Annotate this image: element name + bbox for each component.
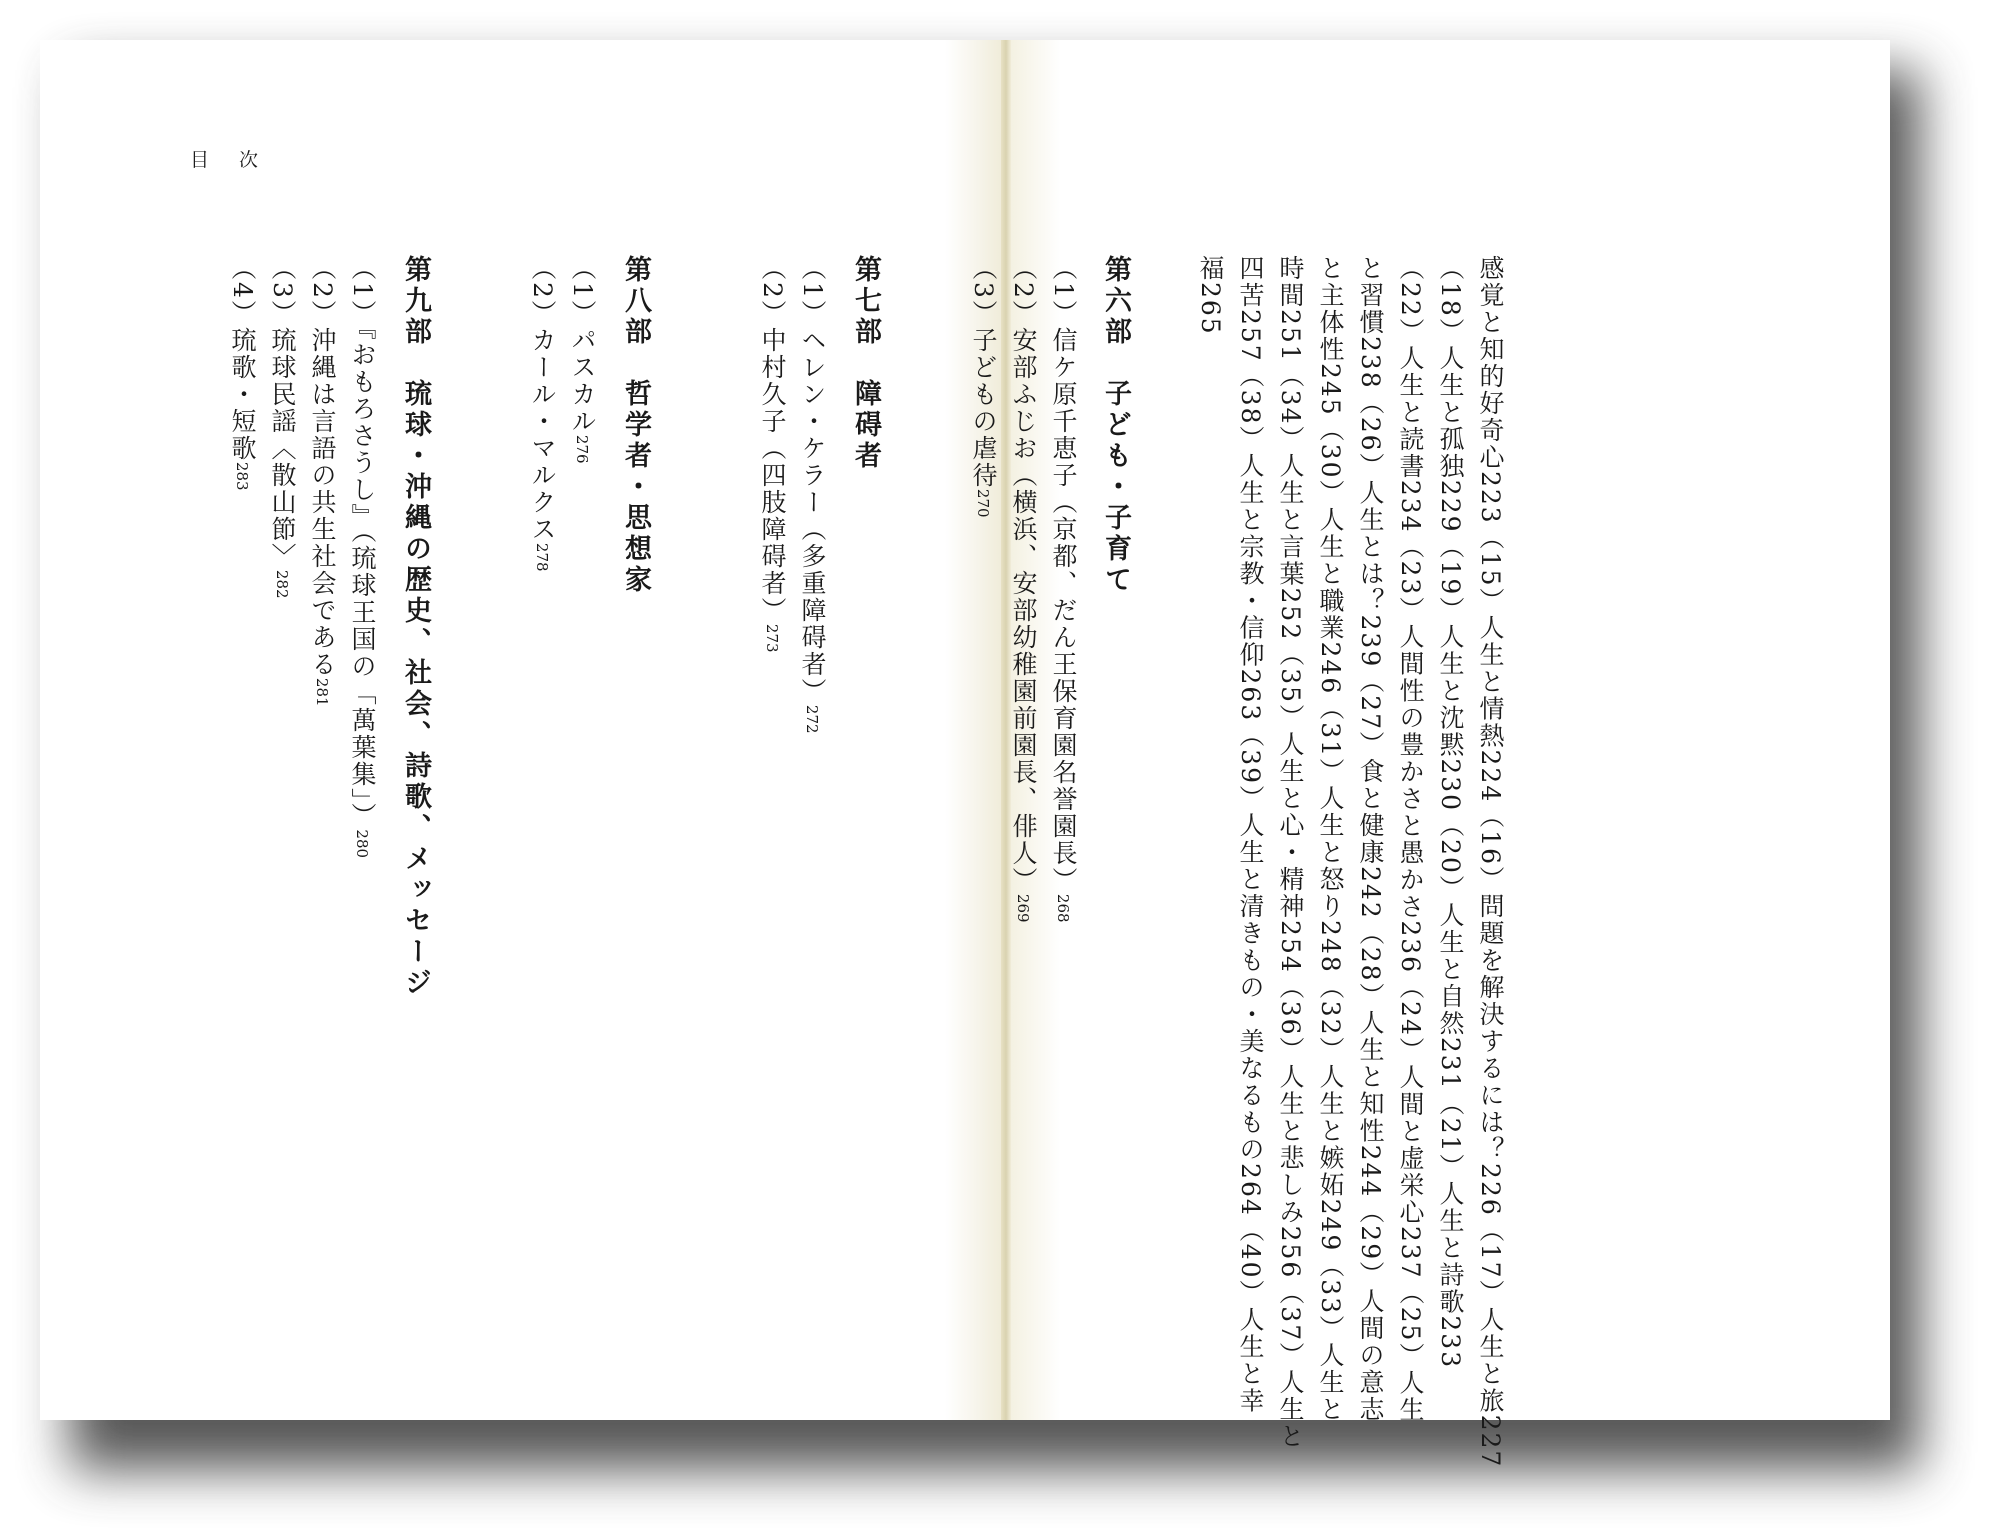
toc-line-6: 時間251（34）人生と言葉252（35）人生と心・精神254（36）人生と悲しみ256（37）人生と	[1276, 255, 1305, 1451]
part9-item-4-page: 283	[233, 461, 251, 491]
toc-line-7: 四苦257（38）人生と宗教・信仰263（39）人生と清きもの・美なるもの264（40）人生と幸	[1236, 255, 1265, 1415]
part8-item-2-page: 278	[533, 542, 551, 572]
part9-item-4-label: （4）琉歌・短歌	[228, 255, 257, 462]
toc-line-1: 感覚と知的好奇心223（15）人生と情熱224（16）問題を解決するには？226（17）人生と旅227	[1476, 255, 1505, 1469]
part9-item-1-label: （1）『おもろさうし』（琉球王国の「萬葉集」）	[348, 255, 377, 830]
toc-line-5: と主体性245（30）人生と職業246（31）人生と怒り248（32）人生と嫉妬249（33）人生と	[1316, 255, 1345, 1424]
toc-line-4: と習慣238（26）人生とは？239（27）食と健康242（28）人生と知性244（29）人間の意志	[1356, 255, 1385, 1424]
part7-item-2-page: 273	[763, 623, 781, 653]
part9-item-4	[222, 255, 262, 491]
part9-item-1	[342, 255, 382, 858]
part7-title-text: 第七部 障碍者	[850, 255, 881, 472]
part7-item-1-label: （1）ヘレン・ケラー（多重障碍者）	[798, 255, 827, 705]
part9-title: 第九部 琉球・沖縄の歴史、社会、詩歌、メッセージ	[400, 255, 431, 999]
part6-item-3	[963, 255, 1003, 518]
toc-line-8: 福265	[1196, 255, 1225, 336]
part8-item-1	[562, 255, 602, 464]
part6-item-3-label: （3）子どもの虐待	[969, 255, 998, 489]
part8-item-2-label: （2）カール・マルクス	[528, 255, 557, 543]
part7-item-1	[792, 255, 832, 734]
part9-item-3	[262, 255, 302, 599]
book-spread	[40, 40, 1890, 1469]
part7-item-2-label: （2）中村久子（四肢障碍者）	[758, 255, 787, 624]
part9-item-3-label: （3）琉球民謡〈散山節〉	[268, 255, 297, 570]
part8-title: 第八部 哲学者・思想家	[620, 255, 651, 596]
part6-item-2-page: 269	[1014, 893, 1032, 923]
part9-item-2	[302, 255, 342, 707]
page-header: 目次	[190, 149, 289, 171]
part9-item-3-page: 282	[273, 569, 291, 599]
part9-item-1-page: 280	[353, 829, 371, 859]
toc-line-3: （22）人生と読書234（23）人間性の豊かさと愚かさ236（24）人間と虚栄心237（25）人生	[1396, 255, 1425, 1424]
gutter-shading-left	[945, 40, 1005, 1420]
part8-item-1-label: （1）パスカル	[568, 255, 597, 435]
part7-title	[845, 255, 885, 472]
part6-item-1-label: （1）信ケ原千恵子（京都、だん王保育園名誉園長）	[1049, 255, 1078, 894]
part6-item-2-label: （2）安部ふじお（横浜、安部幼稚園前園長、俳人）	[1009, 255, 1038, 894]
part9-item-2-page: 281	[313, 677, 331, 707]
part6-item-1-page: 268	[1054, 893, 1072, 923]
toc-line-2: （18）人生と孤独229（19）人生と沈黙230（20）人生と自然231（21）人生と詩歌233	[1436, 255, 1465, 1370]
part6-item-1	[1043, 255, 1083, 923]
part6-item-2	[1003, 255, 1043, 923]
part6-item-3-page: 270	[974, 488, 992, 518]
part6-title: 第六部 子ども・子育て	[1100, 255, 1131, 596]
part8-item-2	[522, 255, 562, 572]
part7-item-1-page: 272	[803, 704, 821, 734]
part9-item-2-label: （2）沖縄は言語の共生社会である	[308, 255, 337, 678]
part8-item-1-page: 276	[573, 434, 591, 464]
part7-item-2	[752, 255, 792, 653]
